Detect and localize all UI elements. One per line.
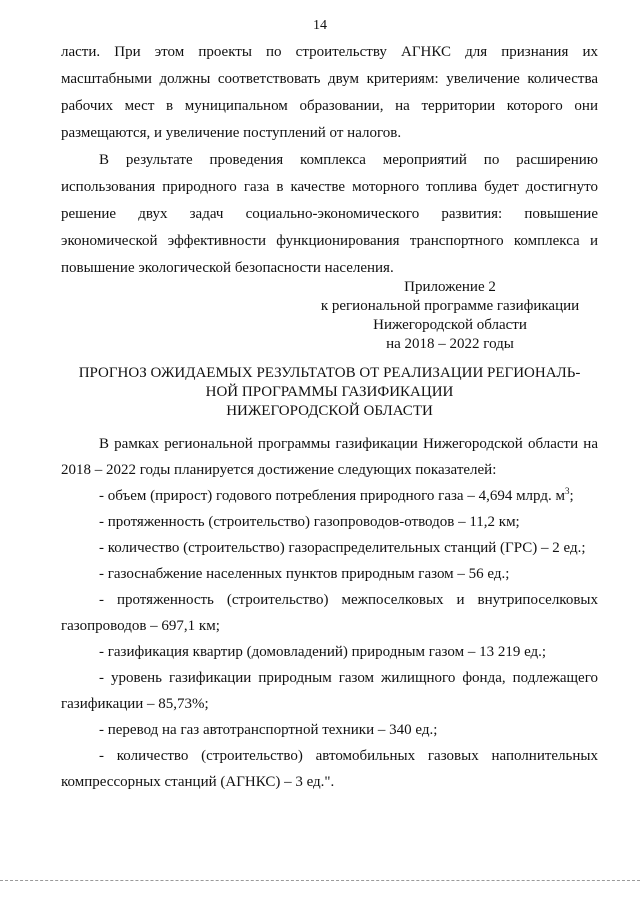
heading-line-1: ПРОГНОЗ ОЖИДАЕМЫХ РЕЗУЛЬТАТОВ ОТ РЕАЛИЗАЦИИ РЕГИОНАЛЬ- [78,365,581,381]
indicator-text: - объем (прирост) годового потребления природного газа – 4,694 млрд. м [99,488,565,504]
lead-paragraph: В рамках региональной программы газификации Нижегородской области на 2018 – 2022 годы планируется достижение следующих показателей: [61,436,598,478]
indicator-item: - газоснабжение населенных пунктов природным газом – 56 ед.; [99,566,510,582]
intro-text [61,39,598,282]
indicator-item: - газификация квартир (домовладений) природным газом – 13 219 ед.; [99,644,547,660]
appendix-line-1: Приложение 2 [404,279,496,295]
heading-line-3: НИЖЕГОРОДСКОЙ ОБЛАСТИ [226,403,433,419]
paragraph-intro-2: В результате проведения комплекса мероприятий по расширению использования природного газа в качестве моторного топлива будет достигнуто решение двух задач социально-экономического развития: повышение экономической эффективности функционирования транспортного комплекса и повышение экологической безопасности населения. [61,152,598,276]
appendix-line-3: Нижегородской области [373,317,527,333]
paragraph-intro-1: ласти. При этом проекты по строительству АГНКС для признания их масштабными должны соответствовать двум критериям: увеличение количества рабочих мест в муниципальном образовании, на территории которого они размещаются, и увеличение поступлений от налогов. [61,44,598,141]
indicator-item: - количество (строительство) газораспределительных станций (ГРС) – 2 ед.; [99,540,586,556]
indicator-item [61,483,598,509]
indicator-item: - уровень газификации природным газом жилищного фонда, подлежащего газификации – 85,73%; [61,670,598,712]
indicators-list [61,431,598,795]
indicator-tail: ; [569,488,574,504]
section-heading [61,364,598,421]
superscript: 3 [564,486,570,496]
appendix-line-4: на 2018 – 2022 годы [386,336,514,352]
indicator-item: - протяженность (строительство) межпоселковых и внутрипоселковых газопроводов – 697,1 км; [61,592,598,634]
heading-line-2: НОЙ ПРОГРАММЫ ГАЗИФИКАЦИИ [205,384,454,400]
appendix-line-2: к региональной программе газификации [320,298,580,314]
indicator-item: - перевод на газ автотранспортной техники – 340 ед.; [99,722,438,738]
page-bottom-divider [0,880,640,881]
page-number: 14 [313,18,327,33]
indicator-item: - протяженность (строительство) газопроводов-отводов – 11,2 км; [99,514,520,530]
indicator-item: - количество (строительство) автомобильных газовых наполнительных компрессорных станций (АГНКС) – 3 ед.". [61,748,598,790]
appendix-note [300,278,600,354]
